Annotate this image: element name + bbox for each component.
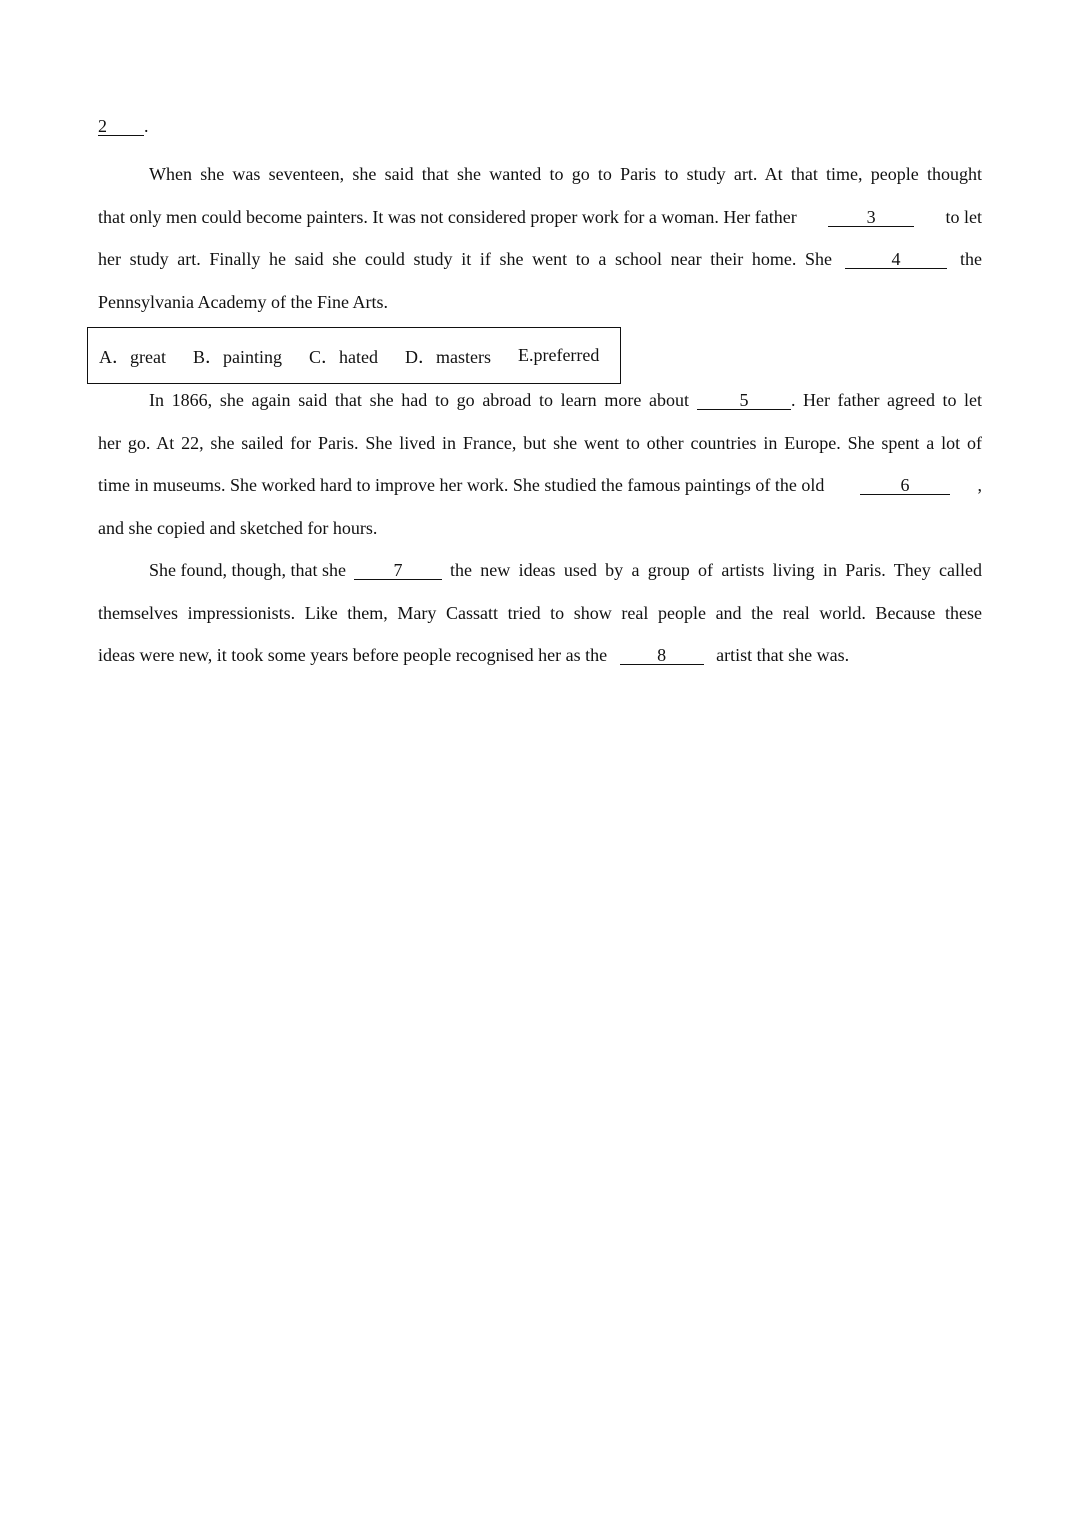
p1-text-3: her study art. Finally he said she could study it if she went to a school near their home. She — [98, 249, 832, 269]
paragraph-3-line-2 — [98, 592, 982, 635]
paragraph-2-line-2 — [98, 422, 982, 465]
paragraph-1-line-2 — [98, 196, 982, 239]
p1-text-2b: to let — [945, 206, 982, 227]
document-page — [98, 112, 982, 677]
p2-text-3: time in museums. She worked hard to improve her work. She studied the famous paintings of the old — [98, 475, 825, 495]
paragraph-3 — [98, 549, 982, 677]
p3-text-1: She found, though, that she — [149, 560, 346, 580]
paragraph-1-line-1 — [98, 153, 982, 196]
p3-text-2: themselves impressionists. Like them, Mary Cassatt tried to show real people and the real world. Because these — [98, 602, 982, 623]
paragraph-3-line-3 — [98, 634, 982, 677]
p2-text-3b: , — [977, 475, 982, 495]
paragraph-2-line-4 — [98, 507, 982, 550]
p3-text-3: ideas were new, it took some years before people recognised her as the — [98, 645, 608, 665]
p1-text-2: that only men could become painters. It was not considered proper work for a woman. Her father — [98, 206, 797, 227]
option-c: C．hated — [308, 346, 378, 367]
paragraph-2 — [98, 379, 982, 549]
option-e: E.preferred — [517, 345, 600, 365]
paragraph-1-line-4 — [98, 281, 982, 324]
p2-text-1b: . Her father agreed to let — [791, 390, 982, 410]
p1-text-4: Pennsylvania Academy of the Fine Arts. — [98, 291, 388, 312]
p1-text-3b: the — [960, 249, 982, 269]
paragraph-2-line-1 — [98, 379, 982, 422]
blank-3: 3 — [828, 208, 914, 227]
paragraph-1 — [98, 153, 982, 323]
option-b: B．painting — [192, 346, 282, 367]
p1-text-1: When she was seventeen, she said that she wanted to go to Paris to study art. At that time, people thought — [149, 164, 982, 184]
period: . — [144, 116, 149, 136]
blank-4: 4 — [845, 250, 947, 269]
word-options-box — [87, 327, 621, 384]
paragraph-2-line-3 — [98, 464, 982, 507]
blank-2: 2 — [98, 117, 144, 136]
blank-8: 8 — [620, 646, 704, 665]
option-d: D．masters — [404, 346, 491, 367]
paragraph-1-line-3 — [98, 238, 982, 281]
blank-6: 6 — [860, 476, 950, 495]
p3-text-3b: artist that she was. — [716, 645, 850, 665]
blank-7: 7 — [354, 561, 442, 580]
blank-5: 5 — [697, 391, 791, 410]
p3-text-1b: the new ideas used by a group of artists living in Paris. They called — [449, 560, 982, 580]
p2-text-1: In 1866, she again said that she had to go abroad to learn more about — [149, 390, 689, 410]
paragraph-3-line-1 — [98, 549, 982, 592]
p2-text-2: her go. At 22, she sailed for Paris. She lived in France, but she went to other countries in Europe. She spent a lot of — [98, 432, 982, 453]
option-a: A．great — [99, 346, 166, 367]
question-2-line — [98, 112, 982, 140]
p2-text-4: and she copied and sketched for hours. — [98, 517, 378, 538]
